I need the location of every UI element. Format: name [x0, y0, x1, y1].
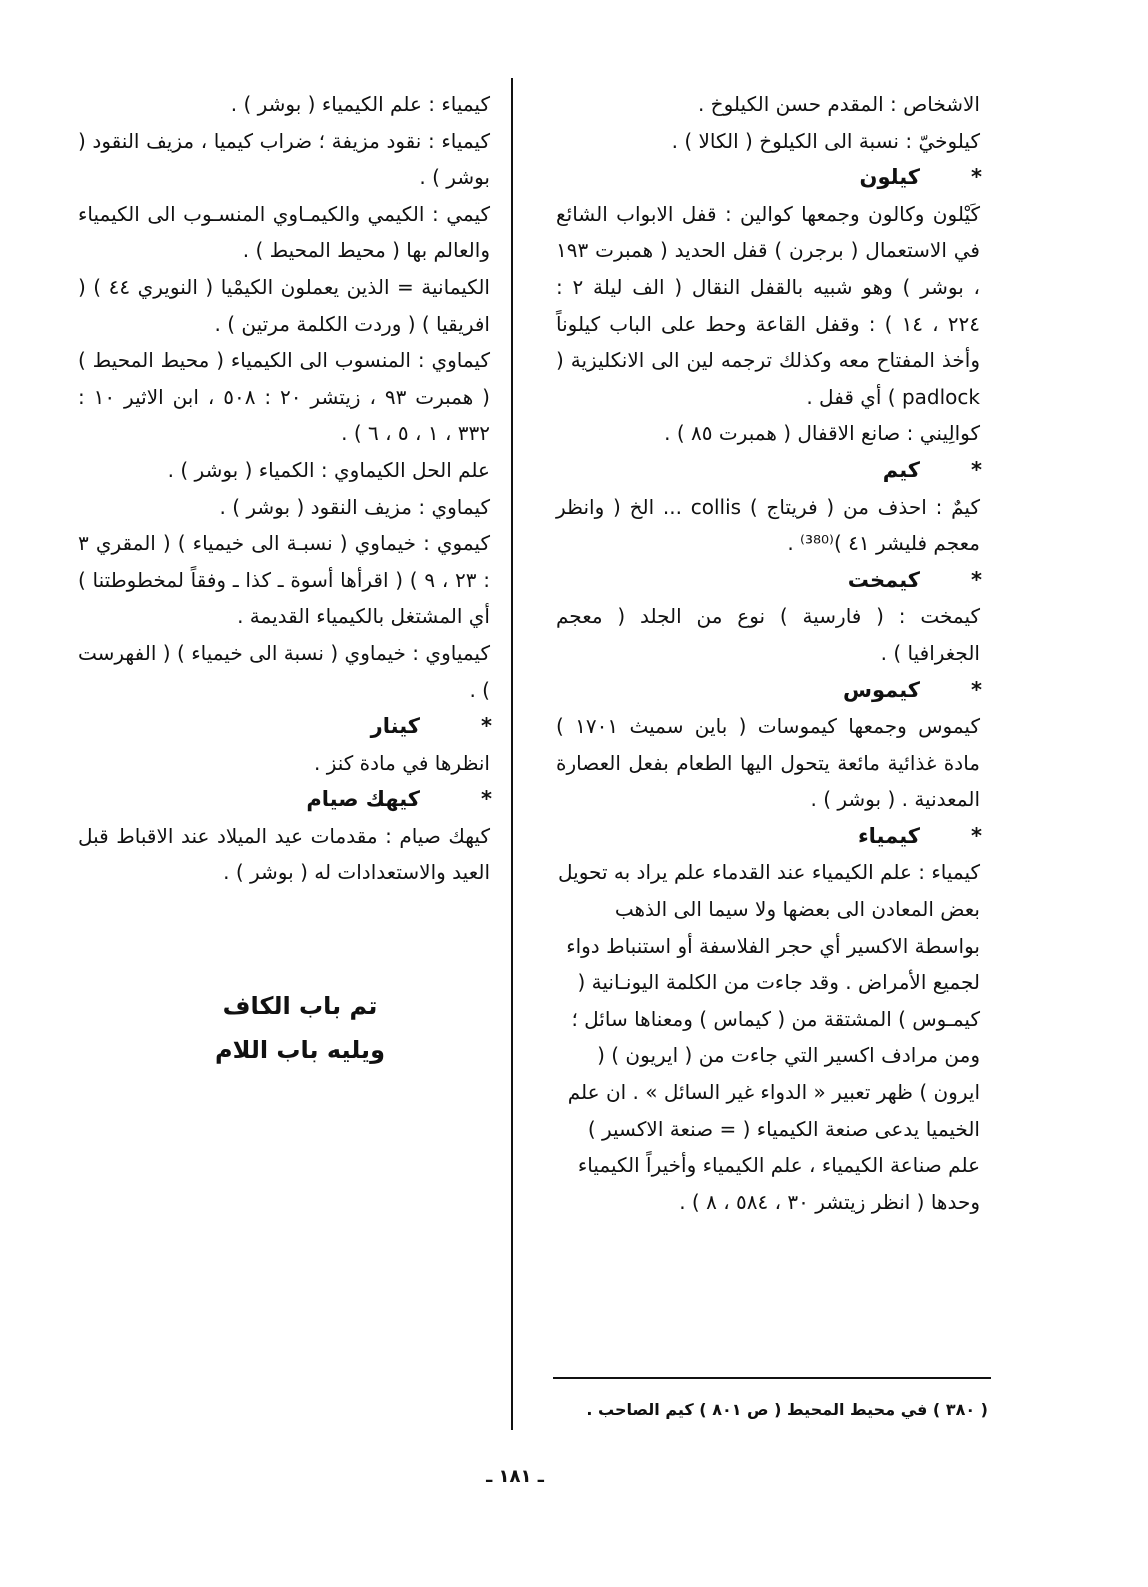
entry: كيمٌ : احذف من ( فريتاج ) collis ... الخ ( وانظر معجم فليشر ٤١ )⁽³⁸⁰⁾ .	[556, 494, 980, 556]
entry: كيمياء : علم الكيمياء ( بوشر ) .	[230, 92, 490, 116]
bullet-star-icon: *	[481, 787, 492, 812]
footnote-separator	[553, 1377, 991, 1379]
bullet-star-icon: *	[971, 165, 982, 190]
entry: علم الحل الكيماوي : الكمياء ( بوشر ) .	[167, 457, 490, 482]
right-column	[556, 86, 980, 1220]
entry: الكيمانية = الذين يعملون الكيمْيا ( النويري ٤٤ ) ( افريقيا ) ( وردت الكلمة مرتين ) .	[78, 274, 490, 336]
entry: كوالِيني : صانع الاقفال ( همبرت ٨٥ ) .	[664, 421, 980, 446]
entry: انظرها في مادة كنز .	[313, 750, 490, 775]
section-heading: * كيموس	[556, 672, 980, 709]
bullet-star-icon: *	[481, 714, 492, 739]
bullet-star-icon: *	[971, 677, 982, 702]
section-heading: * كيم	[556, 452, 980, 489]
chapter-closing	[150, 984, 450, 1072]
footnote: ( ٣٨٠ ) في محيط المحيط ( ص ٨٠١ ) كيم الصاحب .	[586, 1400, 988, 1419]
bullet-star-icon: *	[971, 567, 982, 592]
bullet-star-icon: *	[971, 823, 982, 848]
entry: كيماوي : المنسوب الى الكيمياء ( محيط المحيط ) ( همبرت ٩٣ ، زيتشر ٢٠ : ٥٠٨ ، ابن الاثير ١٠ : ٣٣٢ ، ١ ، ٥ ، ٦ ) .	[78, 348, 490, 446]
entry: كَيْلون وكالون وجمعها كوالين : قفل الابواب الشائع في الاستعمال ( برجرن ) قفل الحديد ( همبرت ١٩٣ ، بوشر ) وهو شبيه بالقفل النقال ( الف ليلة ٢ : ٢٢٤ ، ١٤ ) : وقفل القاعة وحط على الباب كيلوناً وأخذ المفتاح معه وكذلك ترجمه لين الى الانكليزية ( padlock ) أي قفل .	[556, 201, 980, 409]
left-column	[78, 86, 490, 891]
entry: كيمياء : علم الكيمياء عند القدماء علم يراد به تحويل بعض المعادن الى بعضها ولا سيما الى الذهب بواسطة الاكسير أي حجر الفلاسفة أو استنباط دواء لجميع الأمراض . وقد جاءت من الكلمة اليونـانية ( كيمـوس ) المشتقة من ( كيماس ) ومعناها سائل ؛ ومن مرادف اكسير التي جاءت من ( ايريون ) ( ايرون ) ظهر تعبير « الدواء غير السائل » . ان علم الخيميا يدعى صنعة الكيمياء ( = صنعة الاكسير ) علم صناعة الكيمياء ، علم الكيمياء وأخيراً الكيمياء وحدها ( انظر زيتشر ٣٠ ، ٥٨٤ ، ٨ ) .	[558, 860, 980, 1214]
entry: الاشخاص : المقدم حسن الكيلوخ .	[697, 92, 980, 116]
entry: كيمخت : ( فارسية ) نوع من الجلد ( معجم الجغرافيا ) .	[556, 604, 980, 665]
entry: كيمي : الكيمي والكيمـاوي المنسـوب الى الكيمياء والعالم بها ( محيط المحيط ) .	[78, 201, 490, 263]
entry: كيمياوي : خيماوي ( نسبة الى خيمياء ) ( الفهرست ) .	[78, 640, 490, 702]
column-divider	[511, 78, 513, 1430]
closing-line: تم باب الكاف	[222, 992, 378, 1020]
section-heading: * كيمخت	[556, 562, 980, 599]
page-number: ـ ١٨١ ـ	[486, 1466, 544, 1487]
closing-line: ويليه باب اللام	[215, 1036, 385, 1064]
bullet-star-icon: *	[971, 457, 982, 482]
entry: كيموس وجمعها كيموسات ( باين سميث ١٧٠١ ) مادة غذائية مائعة يتحول اليها الطعام بفعل العصارة المعدنية . ( بوشر ) .	[556, 714, 980, 812]
section-heading: * كيهك صيام	[78, 781, 490, 818]
section-heading: * كيلون	[556, 159, 980, 196]
entry: كيلوخيّ : نسبة الى الكيلوخ ( الكالا ) .	[671, 128, 980, 153]
section-heading: * كينار	[78, 708, 490, 745]
entry: كيموي : خيماوي ( نسبـة الى خيمياء ) ( المقري ٣ : ٢٣ ، ٩ ) ( اقرأها أسوة ـ كذا ـ وفقاً لمخطوطتنا ) أي المشتغل بالكيمياء القديمة .	[78, 531, 490, 629]
entry: كيماوي : مزيف النقود ( بوشر ) .	[219, 494, 490, 519]
entry: كيهك صيام : مقدمات عيد الميلاد عند الاقباط قبل العيد والاستعدادات له ( بوشر ) .	[78, 823, 490, 885]
section-heading: * كيمياء	[556, 818, 980, 855]
entry: كيمياء : نقود مزيفة ؛ ضراب كيميا ، مزيف النقود ( بوشر ) .	[78, 128, 490, 190]
